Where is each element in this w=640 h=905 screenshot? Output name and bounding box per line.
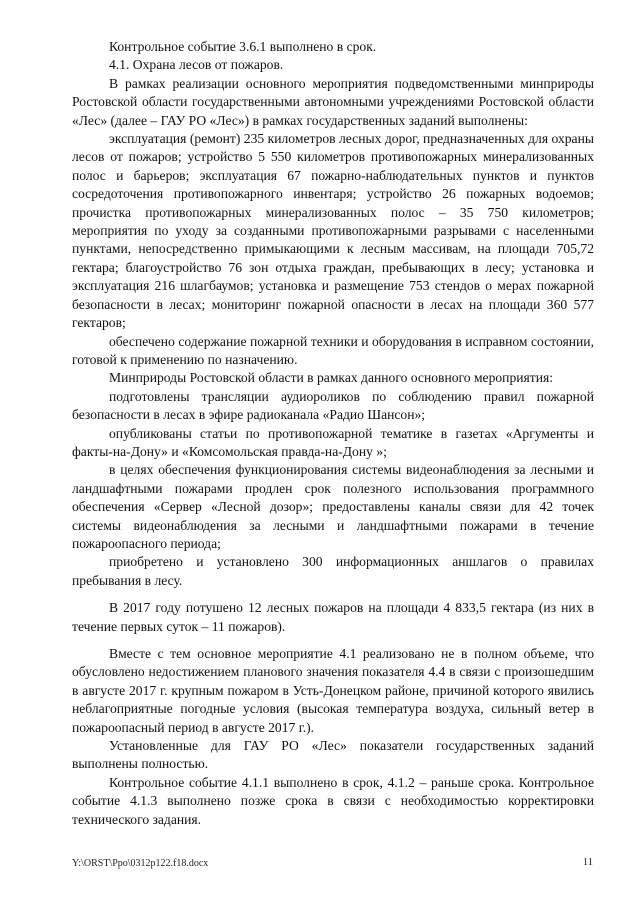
paragraph-control-events-4-1: Контрольное событие 4.1.1 выполнено в срок, 4.1.2 – раньше срока. Контрольное событие 4.1.3 выполнено позже срока в связи с необходимостью корректировки технического задания. — [72, 774, 594, 827]
page-number: 11 — [582, 857, 593, 868]
paragraph-ministry-intro: Минприроды Ростовской области в рамках данного основного мероприятия: — [109, 370, 554, 386]
paragraph-works-list: эксплуатация (ремонт) 235 километров лесных дорог, предназначенных для охраны лесов от пожаров; устройство 5 550 километров противопожарных минерализованных полос и барьеров; эксплуатация 67 пожарно-наблюдательных пунктов и пунктов сосредоточения противопожарного инвентаря; устройство 26 пожарных водоемов; прочистка противопожарных минерализованных полос – 35 750 километров; мероприятия по уходу за созданными противопожарными разрывами с населенными пунктами, непосредственно примыкающими к лесным массивам, на площади 705,72 гектара; благоустройство 76 зон отдыха граждан, пребывающих в лесу; установка и эксплуатация 216 шлагбаумов; установка и размещение 753 стендов о мерах пожарной безопасности в лесах; мониторинг пожарной опасности в лесах на площади 360 577 гектаров; — [72, 131, 594, 331]
section-heading-4-1: 4.1. Охрана лесов от пожаров. — [109, 57, 284, 73]
document-body — [72, 38, 594, 829]
paragraph-video-surveillance: в целях обеспечения функционирования системы видеонаблюдения за лесными и ландшафтными пожарами продлен срок полезного использования программного обеспечения «Сервер «Лесной дозор»; предоставлены каналы связи для 42 точек системы видеонаблюдения за лесными и ландшафтными пожарами в течение пожароопасного периода; — [72, 462, 594, 551]
footer-file-path: Y:\ORST\Ppo\0312p122.f18.docx — [72, 858, 209, 869]
paragraph-main-activity-intro: В рамках реализации основного мероприятия подведомственными минприроды Ростовской области государственными автономными учреждениями Ростовской области «Лес» (далее – ГАУ РО «Лес») в рамках государственных заданий выполнены: — [72, 75, 594, 128]
paragraph-state-assignments: Установленные для ГАУ РО «Лес» показатели государственных заданий выполнены полностью. — [72, 738, 594, 772]
paragraph-not-fully-implemented: Вместе с тем основное мероприятие 4.1 реализовано не в полном объеме, что обусловлено недостижением планового значения показателя 4.4 в связи с произошедшим в августе 2017 г. крупным пожаром в Усть-Донецком районе, причиной которого явились неблагоприятные погодные условия (высокая температура воздуха, сильный ветер в пожароопасный период в августе 2017 г.). — [72, 646, 594, 735]
paragraph-fires-2017: В 2017 году потушено 12 лесных пожаров на площади 4 833,5 гектара (из них в течение первых суток – 11 пожаров). — [72, 600, 594, 634]
paragraph-equipment-maintenance: обеспечено содержание пожарной техники и оборудования в исправном состоянии, готовой к применению по назначению. — [72, 333, 594, 367]
paragraph-newspaper-articles: опубликованы статьи по противопожарной тематике в газетах «Аргументы и факты-на-Дону» и «Комсомольская правда-на-Дону »; — [72, 425, 594, 459]
paragraph-radio-broadcast: подготовлены трансляции аудиороликов по соблюдению правил пожарной безопасности в лесах в эфире радиоканала «Радио Шансон»; — [72, 388, 594, 423]
paragraph-info-signs: приобретено и установлено 300 информационных аншлагов о правилах пребывания в лесу. — [72, 554, 594, 588]
paragraph-control-event-3-6-1: Контрольное событие 3.6.1 выполнено в срок. — [109, 39, 377, 54]
